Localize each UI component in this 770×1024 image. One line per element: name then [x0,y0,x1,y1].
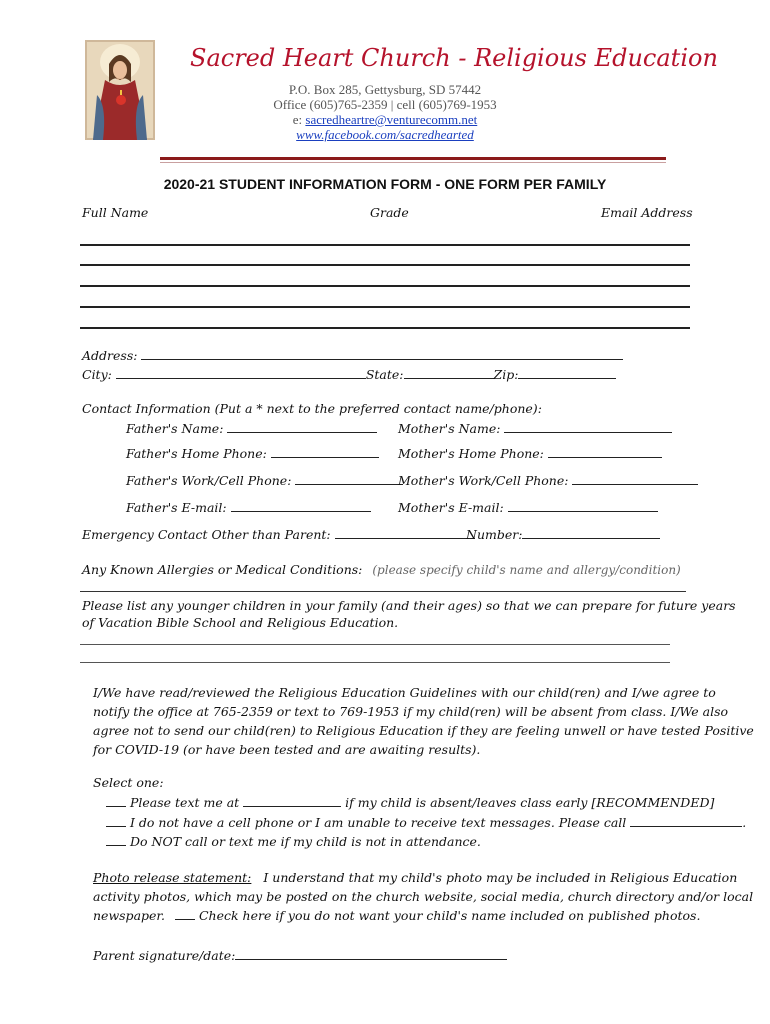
option-call-me-number[interactable] [630,815,742,827]
option-do-not-contact-label: Do NOT call or text me if my child is not in attendance. [129,834,481,849]
mother-name-row [398,421,672,436]
option-call-me-check[interactable] [106,815,126,827]
mother-cell-row [398,473,698,488]
father-name-field[interactable] [227,421,377,433]
state-field[interactable] [404,367,494,379]
student-line-2[interactable] [80,264,690,266]
header-rule [160,157,666,160]
emergency-number-field[interactable] [522,527,660,539]
church-title: Sacred Heart Church - Religious Education [190,44,718,72]
allergies-line[interactable] [80,591,686,592]
emergency-row [82,527,475,542]
option-text-me-label: Please text me at [129,795,240,810]
mother-home-field[interactable] [548,446,662,458]
agreement-line-2: notify the office at 765-2359 or text to 769-1953 if my child(ren) will be absent from class. I/We also [93,704,729,719]
column-email: Email Address [601,205,693,220]
student-line-4[interactable] [80,306,690,308]
emergency-number-row [466,527,660,542]
siblings-field-2[interactable] [80,662,670,663]
state-label: State: [365,367,404,382]
option-call-me: I do not have a cell phone or I am unable to receive text messages. Please call . [106,815,746,830]
father-cell-row [126,473,403,488]
father-cell-field[interactable] [295,473,403,485]
father-name-label: Father's Name: [126,421,224,436]
photo-optout-check[interactable] [175,908,195,920]
church-email-row [0,112,770,128]
church-address: P.O. Box 285, Gettysburg, SD 57442 [288,82,482,97]
option-do-not-contact [106,834,481,849]
father-cell-label: Father's Work/Cell Phone: [126,473,292,488]
header-rule-thin [160,162,666,163]
father-email-field[interactable] [231,500,371,512]
emergency-field[interactable] [335,527,475,539]
signature-label: Parent signature/date: [93,948,236,963]
option-do-not-contact-check[interactable] [106,834,126,846]
agreement-line-1: I/We have read/reviewed the Religious Education Guidelines with our child(ren) and I/we agree to [93,685,716,700]
mother-cell-field[interactable] [572,473,698,485]
father-home-label: Father's Home Phone: [126,446,267,461]
mother-email-row [398,500,658,515]
city-row [82,367,616,382]
city-label: City: [82,367,116,382]
zip-field[interactable] [518,367,616,379]
mother-home-label: Mother's Home Phone: [398,446,544,461]
select-heading: Select one: [93,775,164,790]
emergency-label: Emergency Contact Other than Parent: [82,527,331,542]
siblings-line-2: of Vacation Bible School and Religious Education. [82,615,399,630]
address-field[interactable] [141,348,623,360]
father-name-row [126,421,377,436]
mother-home-row [398,446,662,461]
mother-cell-label: Mother's Work/Cell Phone: [398,473,569,488]
mother-name-field[interactable] [504,421,672,433]
photo-release-label: Photo release statement: [93,870,252,885]
mother-name-label: Mother's Name: [398,421,501,436]
email-link[interactable]: sacredheartre@venturecomm.net [305,112,478,127]
siblings-line-1: Please list any younger children in your family (and their ages) so that we can prepare for future years [82,598,736,613]
city-field[interactable] [116,367,366,379]
church-phones: Office (605)765-2359 | cell (605)769-1953 [273,97,497,112]
facebook-link[interactable]: www.facebook.com/sacredhearted [296,127,474,142]
photo-release-text-3a: newspaper. [93,908,165,923]
email-prefix: e: [292,112,306,127]
father-home-row [126,446,379,461]
option-text-me-check[interactable] [106,795,126,807]
signature-row [93,948,507,963]
signature-field[interactable] [235,948,507,960]
option-text-me [106,795,714,810]
allergies-row [82,562,681,577]
photo-line-1 [93,870,737,885]
mother-email-field[interactable] [508,500,658,512]
photo-line-3 [93,908,700,923]
father-home-field[interactable] [271,446,379,458]
form-title: 2020-21 STUDENT INFORMATION FORM - ONE FORM PER FAMILY [163,176,607,192]
student-line-5[interactable] [80,327,690,329]
agreement-line-3: agree not to send our child(ren) to Religious Education if they are feeling unwell or have tested Positive [93,723,754,738]
student-line-3[interactable] [80,285,690,287]
father-email-row [126,500,371,515]
student-line-1[interactable] [80,244,690,246]
photo-release-text-1: I understand that my child's photo may be included in Religious Education [263,870,738,885]
father-email-label: Father's E-mail: [126,500,227,515]
photo-line-2: activity photos, which may be posted on the church website, social media, church directory and/or local [93,889,754,904]
agreement-line-4: for COVID-19 (or have been tested and are awaiting results). [93,742,481,757]
option-call-me-label: I do not have a cell phone or I am unable to receive text messages. Please call [129,815,627,830]
emergency-number-label: Number: [466,527,523,542]
column-full-name: Full Name [82,205,149,220]
option-text-me-suffix: if my child is absent/leaves class early [RECOMMENDED] [345,795,715,810]
address-label: Address: [82,348,142,363]
contact-heading: Contact Information (Put a * next to the preferred contact name/phone): [82,401,542,416]
photo-release-text-3b: Check here if you do not want your child's name included on published photos. [198,908,701,923]
allergies-label: Any Known Allergies or Medical Conditions: [82,562,363,577]
siblings-field-1[interactable] [80,644,670,645]
mother-email-label: Mother's E-mail: [398,500,504,515]
allergies-note: (please specify child's name and allergy/condition) [372,563,681,577]
column-grade: Grade [370,205,409,220]
address-row [82,348,623,363]
zip-label: Zip: [493,367,519,382]
option-text-me-number[interactable] [243,795,341,807]
